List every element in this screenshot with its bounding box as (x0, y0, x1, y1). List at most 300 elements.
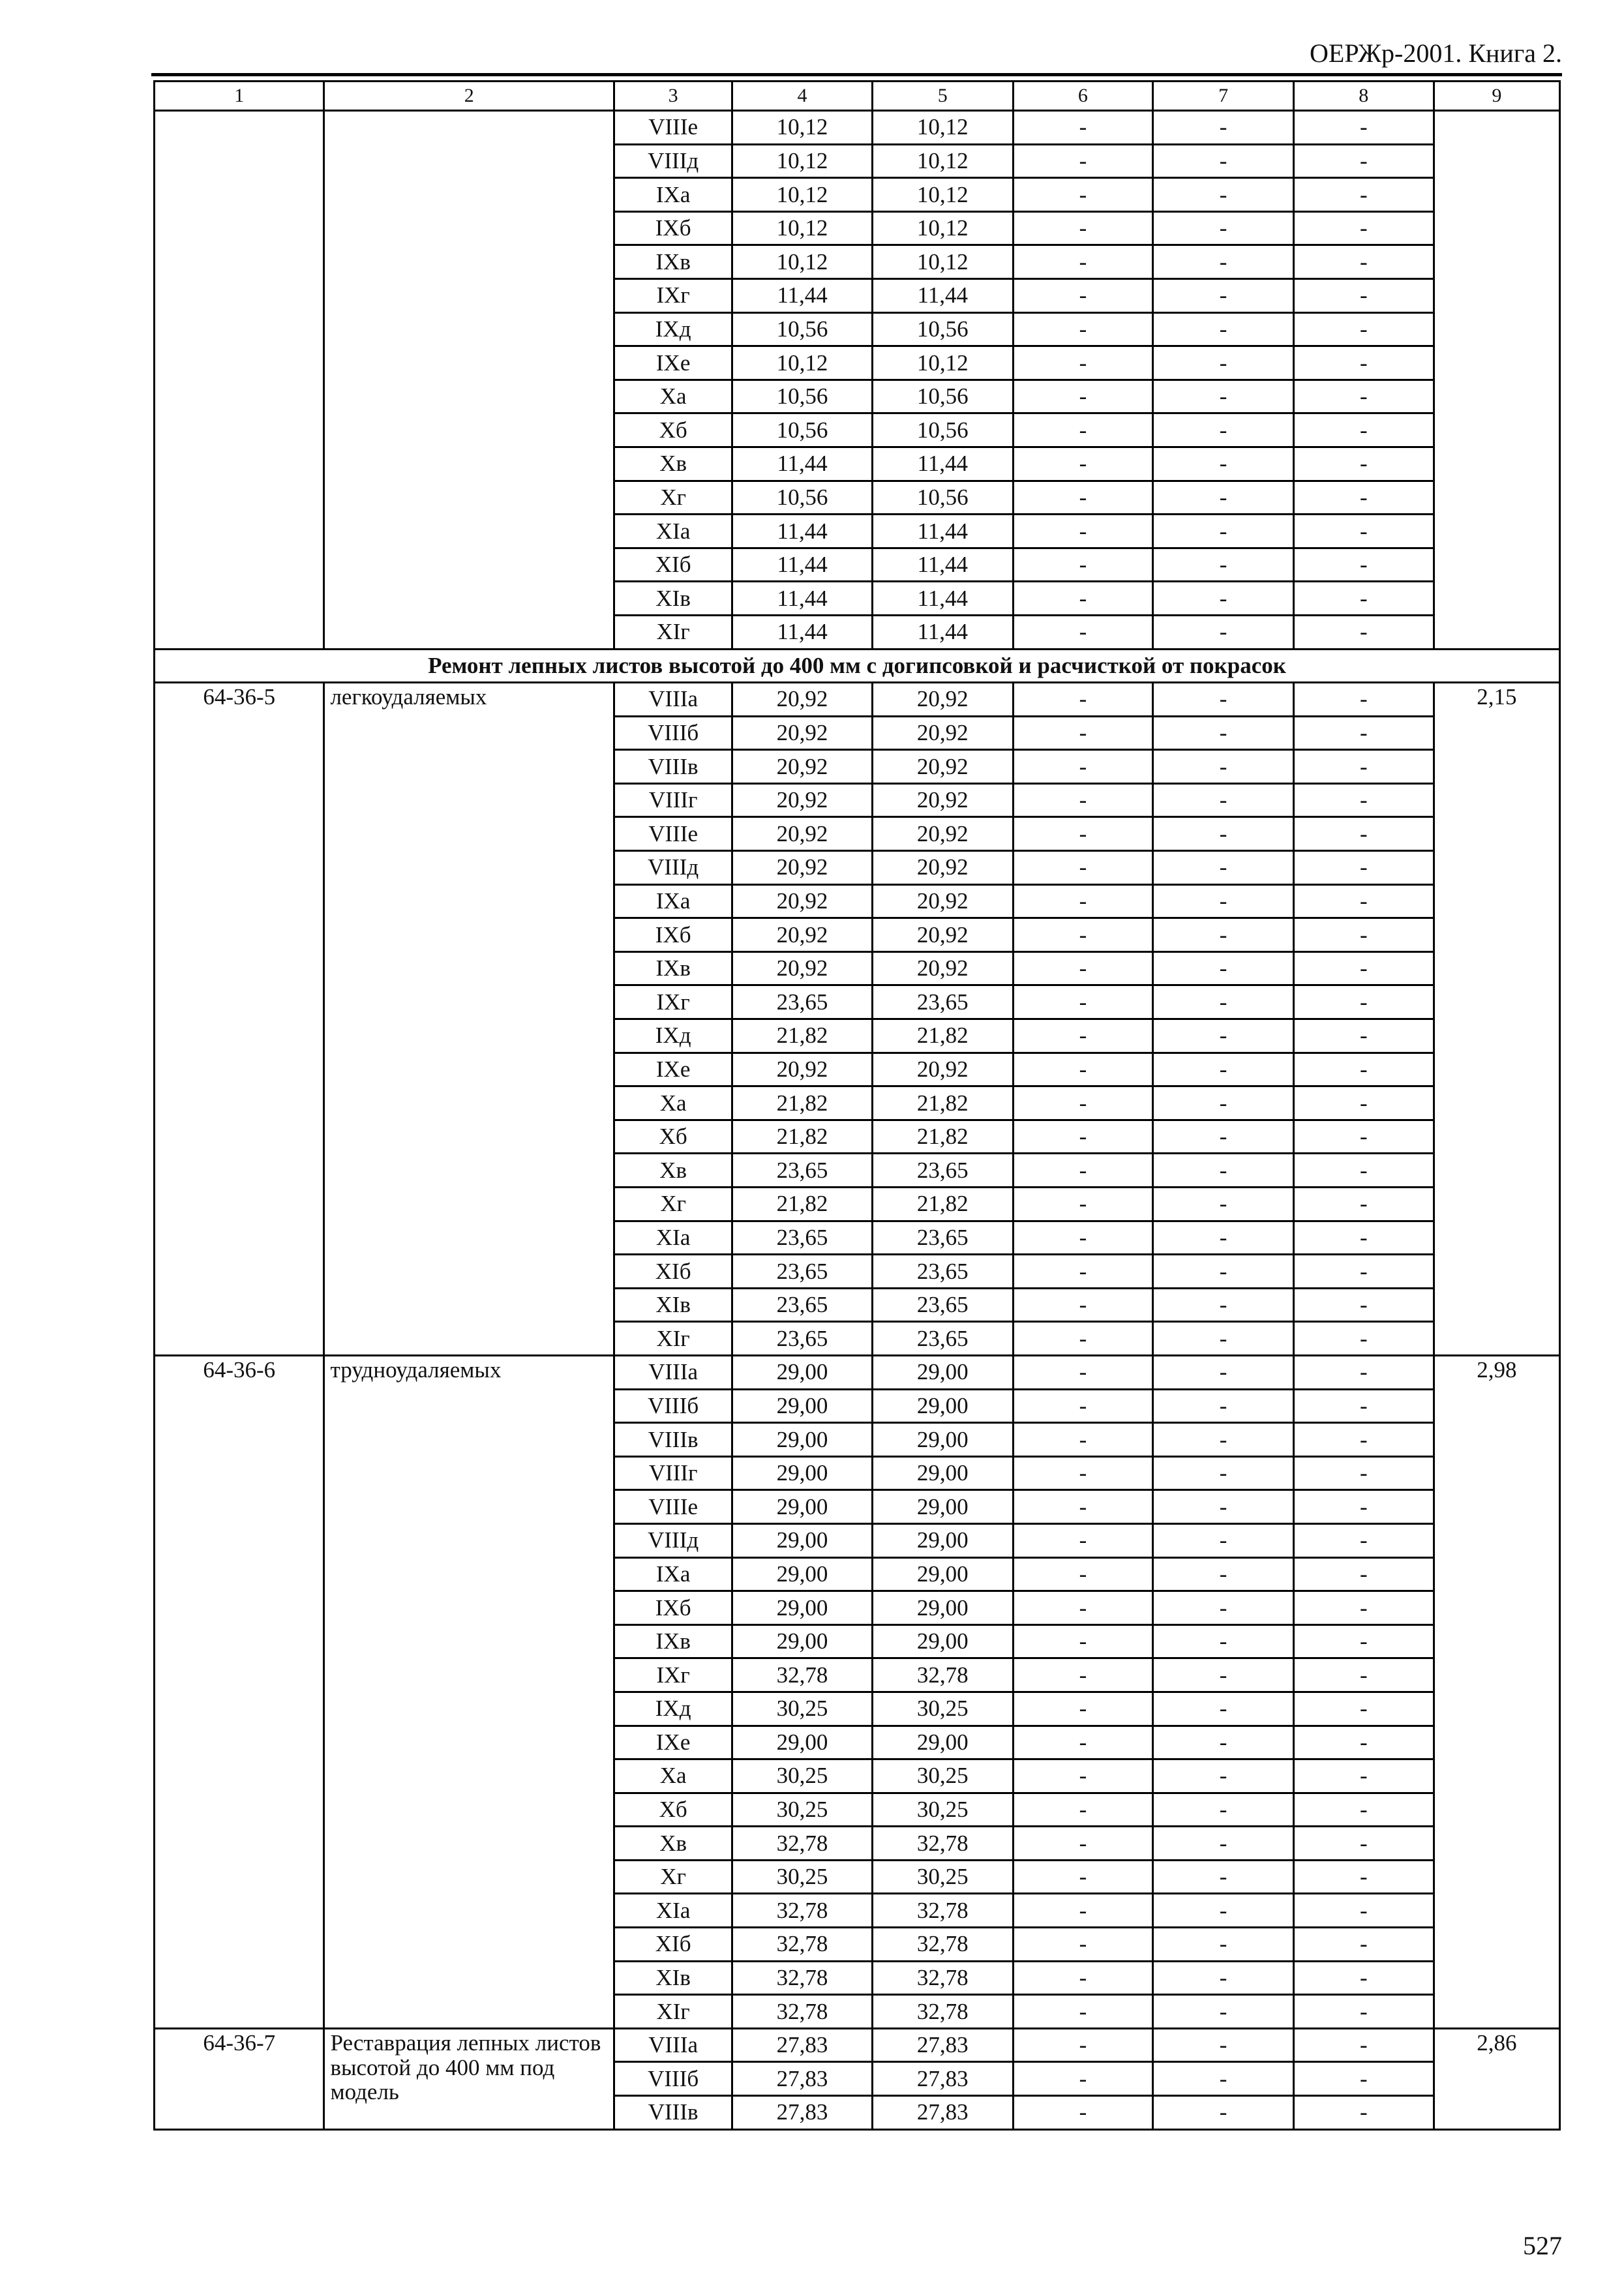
value-cell-8: - (1293, 1188, 1434, 1221)
value-cell-5: 23,65 (872, 1221, 1013, 1255)
value-cell-8: - (1293, 783, 1434, 817)
value-cell-6: - (1013, 1120, 1153, 1154)
zone-cell: VIIIв (614, 1423, 732, 1457)
value-cell-5: 23,65 (872, 1288, 1013, 1322)
value-cell-8: - (1293, 1995, 1434, 2029)
zone-cell: XIб (614, 1928, 732, 1962)
value-cell-7: - (1153, 1188, 1294, 1221)
value-cell-6: - (1013, 918, 1153, 952)
value-cell-7: - (1153, 178, 1294, 212)
value-cell-5: 29,00 (872, 1423, 1013, 1457)
work-description (324, 111, 614, 650)
column-number: 1 (155, 82, 324, 111)
table-row (155, 111, 1560, 145)
value-cell-4: 21,82 (732, 1086, 873, 1120)
value-cell-4: 10,56 (732, 481, 873, 515)
value-cell-8: - (1293, 1759, 1434, 1793)
value-cell-4: 29,00 (732, 1624, 873, 1658)
value-cell-8: - (1293, 413, 1434, 447)
value-cell-8: - (1293, 1658, 1434, 1692)
value-cell-5: 32,78 (872, 1827, 1013, 1861)
value-cell-6: - (1013, 1086, 1153, 1120)
value-cell-4: 23,65 (732, 1255, 873, 1289)
table-row (155, 2028, 1560, 2062)
value-cell-6: - (1013, 548, 1153, 582)
value-cell-4: 20,92 (732, 716, 873, 750)
value-cell-5: 20,92 (872, 683, 1013, 717)
value-cell-6: - (1013, 346, 1153, 380)
coefficient (1434, 111, 1559, 650)
value-cell-7: - (1153, 1995, 1294, 2029)
column-number-row (155, 82, 1560, 111)
coefficient: 2,86 (1434, 2028, 1559, 2129)
value-cell-4: 32,78 (732, 1961, 873, 1995)
value-cell-6: - (1013, 1827, 1153, 1861)
value-cell-8: - (1293, 1456, 1434, 1490)
value-cell-7: - (1153, 884, 1294, 918)
value-cell-5: 10,12 (872, 211, 1013, 245)
value-cell-5: 32,78 (872, 1928, 1013, 1962)
zone-cell: IXд (614, 1692, 732, 1726)
value-cell-5: 21,82 (872, 1086, 1013, 1120)
value-cell-8: - (1293, 1322, 1434, 1356)
value-cell-4: 32,78 (732, 1894, 873, 1928)
value-cell-8: - (1293, 1894, 1434, 1928)
value-cell-7: - (1153, 1389, 1294, 1423)
value-cell-5: 32,78 (872, 1658, 1013, 1692)
value-cell-4: 29,00 (732, 1726, 873, 1759)
value-cell-4: 23,65 (732, 985, 873, 1019)
value-cell-6: - (1013, 1154, 1153, 1188)
value-cell-6: - (1013, 1759, 1153, 1793)
value-cell-8: - (1293, 1255, 1434, 1289)
value-cell-6: - (1013, 582, 1153, 616)
value-cell-6: - (1013, 481, 1153, 515)
value-cell-6: - (1013, 1221, 1153, 1255)
value-cell-6: - (1013, 1860, 1153, 1894)
value-cell-5: 10,12 (872, 245, 1013, 279)
value-cell-7: - (1153, 750, 1294, 784)
value-cell-7: - (1153, 1523, 1294, 1557)
value-cell-6: - (1013, 1490, 1153, 1524)
zone-cell: IXа (614, 884, 732, 918)
value-cell-6: - (1013, 750, 1153, 784)
value-cell-8: - (1293, 1961, 1434, 1995)
value-cell-5: 23,65 (872, 1255, 1013, 1289)
value-cell-7: - (1153, 447, 1294, 481)
value-cell-7: - (1153, 918, 1294, 952)
value-cell-7: - (1153, 1255, 1294, 1289)
value-cell-7: - (1153, 1120, 1294, 1154)
zone-cell: XIа (614, 515, 732, 548)
value-cell-4: 29,00 (732, 1591, 873, 1625)
table-row (155, 683, 1560, 717)
rate-code: 64-36-6 (155, 1355, 324, 2028)
value-cell-4: 20,92 (732, 817, 873, 851)
value-cell-5: 23,65 (872, 1154, 1013, 1188)
value-cell-6: - (1013, 1557, 1153, 1591)
value-cell-5: 11,44 (872, 582, 1013, 616)
value-cell-6: - (1013, 111, 1153, 145)
zone-cell: XIв (614, 1961, 732, 1995)
value-cell-5: 10,12 (872, 111, 1013, 145)
value-cell-5: 23,65 (872, 1322, 1013, 1356)
zone-cell: XIб (614, 1255, 732, 1289)
value-cell-8: - (1293, 918, 1434, 952)
value-cell-8: - (1293, 615, 1434, 649)
value-cell-7: - (1153, 245, 1294, 279)
value-cell-8: - (1293, 178, 1434, 212)
value-cell-6: - (1013, 1961, 1153, 1995)
zone-cell: VIIIа (614, 2028, 732, 2062)
value-cell-7: - (1153, 2062, 1294, 2096)
value-cell-6: - (1013, 1591, 1153, 1625)
value-cell-6: - (1013, 783, 1153, 817)
value-cell-8: - (1293, 1120, 1434, 1154)
value-cell-8: - (1293, 951, 1434, 985)
rate-code (155, 111, 324, 650)
zone-cell: VIIIе (614, 111, 732, 145)
value-cell-7: - (1153, 1692, 1294, 1726)
zone-cell: IXв (614, 951, 732, 985)
value-cell-6: - (1013, 1658, 1153, 1692)
value-cell-4: 32,78 (732, 1928, 873, 1962)
value-cell-5: 30,25 (872, 1692, 1013, 1726)
zone-cell: XIв (614, 1288, 732, 1322)
value-cell-8: - (1293, 851, 1434, 885)
value-cell-4: 21,82 (732, 1188, 873, 1221)
value-cell-4: 27,83 (732, 2028, 873, 2062)
value-cell-6: - (1013, 413, 1153, 447)
value-cell-4: 20,92 (732, 750, 873, 784)
zone-cell: VIIIд (614, 851, 732, 885)
value-cell-4: 29,00 (732, 1456, 873, 1490)
value-cell-5: 10,56 (872, 413, 1013, 447)
value-cell-4: 30,25 (732, 1793, 873, 1827)
value-cell-6: - (1013, 951, 1153, 985)
value-cell-7: - (1153, 716, 1294, 750)
value-cell-8: - (1293, 346, 1434, 380)
value-cell-7: - (1153, 1456, 1294, 1490)
zone-cell: VIIIб (614, 716, 732, 750)
value-cell-7: - (1153, 1423, 1294, 1457)
value-cell-5: 20,92 (872, 750, 1013, 784)
value-cell-8: - (1293, 1726, 1434, 1759)
value-cell-4: 20,92 (732, 918, 873, 952)
value-cell-6: - (1013, 1726, 1153, 1759)
value-cell-8: - (1293, 380, 1434, 413)
work-description: Реставрация лепных листов высотой до 400 мм под модель (324, 2028, 614, 2129)
value-cell-4: 10,12 (732, 144, 873, 178)
value-cell-7: - (1153, 817, 1294, 851)
rate-code: 64-36-5 (155, 683, 324, 1356)
value-cell-5: 32,78 (872, 1961, 1013, 1995)
value-cell-6: - (1013, 1188, 1153, 1221)
zone-cell: Xа (614, 1759, 732, 1793)
zone-cell: XIа (614, 1894, 732, 1928)
page-number: 527 (1523, 2231, 1562, 2260)
zone-cell: VIIIа (614, 683, 732, 717)
value-cell-8: - (1293, 1086, 1434, 1120)
value-cell-4: 10,56 (732, 380, 873, 413)
zone-cell: IXб (614, 918, 732, 952)
value-cell-8: - (1293, 1423, 1434, 1457)
value-cell-4: 11,44 (732, 447, 873, 481)
value-cell-8: - (1293, 1355, 1434, 1389)
value-cell-5: 10,56 (872, 380, 1013, 413)
zone-cell: XIг (614, 615, 732, 649)
value-cell-7: - (1153, 582, 1294, 616)
value-cell-8: - (1293, 750, 1434, 784)
value-cell-5: 20,92 (872, 851, 1013, 885)
value-cell-7: - (1153, 111, 1294, 145)
value-cell-7: - (1153, 481, 1294, 515)
value-cell-4: 30,25 (732, 1860, 873, 1894)
value-cell-5: 20,92 (872, 884, 1013, 918)
value-cell-6: - (1013, 851, 1153, 885)
column-number: 4 (732, 82, 873, 111)
value-cell-4: 20,92 (732, 851, 873, 885)
value-cell-6: - (1013, 1928, 1153, 1962)
value-cell-7: - (1153, 413, 1294, 447)
value-cell-5: 30,25 (872, 1759, 1013, 1793)
value-cell-5: 23,65 (872, 985, 1013, 1019)
zone-cell: IXе (614, 1726, 732, 1759)
zone-cell: IXб (614, 211, 732, 245)
value-cell-6: - (1013, 1995, 1153, 2029)
value-cell-7: - (1153, 1557, 1294, 1591)
value-cell-6: - (1013, 1255, 1153, 1289)
value-cell-7: - (1153, 985, 1294, 1019)
zone-cell: XIв (614, 582, 732, 616)
value-cell-8: - (1293, 2028, 1434, 2062)
zone-cell: IXе (614, 1053, 732, 1086)
value-cell-8: - (1293, 2096, 1434, 2130)
work-description: легкоудаляемых (324, 683, 614, 1356)
value-cell-4: 32,78 (732, 1658, 873, 1692)
zone-cell: Xб (614, 413, 732, 447)
rate-code: 64-36-7 (155, 2028, 324, 2129)
value-cell-4: 23,65 (732, 1322, 873, 1356)
value-cell-5: 20,92 (872, 716, 1013, 750)
value-cell-8: - (1293, 1389, 1434, 1423)
value-cell-5: 20,92 (872, 1053, 1013, 1086)
value-cell-5: 30,25 (872, 1793, 1013, 1827)
value-cell-7: - (1153, 1322, 1294, 1356)
value-cell-8: - (1293, 1053, 1434, 1086)
column-number: 6 (1013, 82, 1153, 111)
value-cell-7: - (1153, 278, 1294, 312)
value-cell-5: 30,25 (872, 1860, 1013, 1894)
value-cell-7: - (1153, 1288, 1294, 1322)
value-cell-5: 27,83 (872, 2096, 1013, 2130)
zone-cell: VIIIа (614, 1355, 732, 1389)
value-cell-6: - (1013, 985, 1153, 1019)
value-cell-6: - (1013, 1523, 1153, 1557)
value-cell-6: - (1013, 1322, 1153, 1356)
value-cell-5: 10,12 (872, 346, 1013, 380)
value-cell-4: 11,44 (732, 582, 873, 616)
zone-cell: IXб (614, 1591, 732, 1625)
value-cell-5: 20,92 (872, 918, 1013, 952)
value-cell-7: - (1153, 615, 1294, 649)
column-number: 9 (1434, 82, 1559, 111)
column-number: 8 (1293, 82, 1434, 111)
value-cell-7: - (1153, 1793, 1294, 1827)
zone-cell: VIIIв (614, 750, 732, 784)
value-cell-4: 29,00 (732, 1490, 873, 1524)
value-cell-6: - (1013, 144, 1153, 178)
page-header-title: ОЕРЖр-2001. Книга 2. (1310, 38, 1562, 68)
value-cell-6: - (1013, 1053, 1153, 1086)
value-cell-4: 20,92 (732, 884, 873, 918)
value-cell-7: - (1153, 1355, 1294, 1389)
zone-cell: Xв (614, 447, 732, 481)
value-cell-8: - (1293, 1591, 1434, 1625)
value-cell-4: 10,12 (732, 346, 873, 380)
value-cell-7: - (1153, 1624, 1294, 1658)
value-cell-8: - (1293, 1490, 1434, 1524)
header-rule (151, 73, 1562, 76)
value-cell-8: - (1293, 481, 1434, 515)
value-cell-6: - (1013, 683, 1153, 717)
value-cell-8: - (1293, 548, 1434, 582)
value-cell-7: - (1153, 1658, 1294, 1692)
value-cell-4: 23,65 (732, 1154, 873, 1188)
value-cell-8: - (1293, 582, 1434, 616)
value-cell-5: 27,83 (872, 2028, 1013, 2062)
value-cell-8: - (1293, 1557, 1434, 1591)
value-cell-5: 10,56 (872, 481, 1013, 515)
table-row (155, 1355, 1560, 1389)
zone-cell: IXг (614, 985, 732, 1019)
value-cell-4: 29,00 (732, 1355, 873, 1389)
value-cell-7: - (1153, 851, 1294, 885)
value-cell-5: 11,44 (872, 515, 1013, 548)
value-cell-6: - (1013, 447, 1153, 481)
value-cell-6: - (1013, 1894, 1153, 1928)
value-cell-4: 20,92 (732, 783, 873, 817)
value-cell-4: 29,00 (732, 1423, 873, 1457)
value-cell-7: - (1153, 1490, 1294, 1524)
value-cell-8: - (1293, 1523, 1434, 1557)
value-cell-4: 20,92 (732, 683, 873, 717)
rates-table-body (155, 82, 1560, 2130)
zone-cell: VIIIе (614, 1490, 732, 1524)
zone-cell: IXг (614, 1658, 732, 1692)
value-cell-4: 21,82 (732, 1019, 873, 1053)
value-cell-8: - (1293, 817, 1434, 851)
value-cell-6: - (1013, 515, 1153, 548)
zone-cell: IXг (614, 278, 732, 312)
value-cell-4: 11,44 (732, 278, 873, 312)
value-cell-5: 11,44 (872, 447, 1013, 481)
value-cell-6: - (1013, 1389, 1153, 1423)
value-cell-7: - (1153, 380, 1294, 413)
coefficient: 2,15 (1434, 683, 1559, 1356)
value-cell-5: 32,78 (872, 1894, 1013, 1928)
value-cell-8: - (1293, 1793, 1434, 1827)
value-cell-8: - (1293, 683, 1434, 717)
work-description: трудноудаляемых (324, 1355, 614, 2028)
value-cell-6: - (1013, 211, 1153, 245)
column-number: 7 (1153, 82, 1294, 111)
zone-cell: IXе (614, 346, 732, 380)
value-cell-8: - (1293, 1221, 1434, 1255)
value-cell-4: 11,44 (732, 515, 873, 548)
value-cell-4: 10,12 (732, 178, 873, 212)
value-cell-6: - (1013, 1692, 1153, 1726)
value-cell-5: 29,00 (872, 1624, 1013, 1658)
value-cell-8: - (1293, 1019, 1434, 1053)
value-cell-4: 27,83 (732, 2096, 873, 2130)
value-cell-6: - (1013, 1624, 1153, 1658)
value-cell-8: - (1293, 312, 1434, 346)
value-cell-5: 11,44 (872, 615, 1013, 649)
value-cell-8: - (1293, 144, 1434, 178)
value-cell-5: 20,92 (872, 951, 1013, 985)
zone-cell: IXд (614, 312, 732, 346)
value-cell-7: - (1153, 1759, 1294, 1793)
zone-cell: IXа (614, 1557, 732, 1591)
value-cell-6: - (1013, 245, 1153, 279)
value-cell-5: 29,00 (872, 1389, 1013, 1423)
value-cell-4: 27,83 (732, 2062, 873, 2096)
value-cell-4: 32,78 (732, 1995, 873, 2029)
value-cell-7: - (1153, 2096, 1294, 2130)
value-cell-4: 10,56 (732, 413, 873, 447)
value-cell-7: - (1153, 1053, 1294, 1086)
value-cell-8: - (1293, 1928, 1434, 1962)
value-cell-7: - (1153, 515, 1294, 548)
value-cell-7: - (1153, 312, 1294, 346)
value-cell-6: - (1013, 1019, 1153, 1053)
value-cell-7: - (1153, 1827, 1294, 1861)
zone-cell: VIIIд (614, 1523, 732, 1557)
value-cell-6: - (1013, 1456, 1153, 1490)
zone-cell: Xб (614, 1120, 732, 1154)
value-cell-6: - (1013, 817, 1153, 851)
zone-cell: Xб (614, 1793, 732, 1827)
value-cell-6: - (1013, 615, 1153, 649)
zone-cell: IXв (614, 245, 732, 279)
value-cell-4: 23,65 (732, 1288, 873, 1322)
value-cell-8: - (1293, 278, 1434, 312)
value-cell-5: 32,78 (872, 1995, 1013, 2029)
value-cell-7: - (1153, 2028, 1294, 2062)
value-cell-7: - (1153, 1726, 1294, 1759)
section-header-row (155, 649, 1560, 683)
value-cell-5: 29,00 (872, 1591, 1013, 1625)
value-cell-7: - (1153, 1154, 1294, 1188)
zone-cell: VIIIв (614, 2096, 732, 2130)
value-cell-7: - (1153, 1221, 1294, 1255)
column-number: 2 (324, 82, 614, 111)
value-cell-6: - (1013, 1793, 1153, 1827)
zone-cell: IXа (614, 178, 732, 212)
value-cell-7: - (1153, 1928, 1294, 1962)
value-cell-4: 30,25 (732, 1692, 873, 1726)
zone-cell: Xв (614, 1827, 732, 1861)
value-cell-6: - (1013, 312, 1153, 346)
coefficient: 2,98 (1434, 1355, 1559, 2028)
value-cell-5: 29,00 (872, 1355, 1013, 1389)
value-cell-4: 23,65 (732, 1221, 873, 1255)
zone-cell: VIIIб (614, 1389, 732, 1423)
value-cell-6: - (1013, 2062, 1153, 2096)
zone-cell: VIIIб (614, 2062, 732, 2096)
zone-cell: Xг (614, 1860, 732, 1894)
